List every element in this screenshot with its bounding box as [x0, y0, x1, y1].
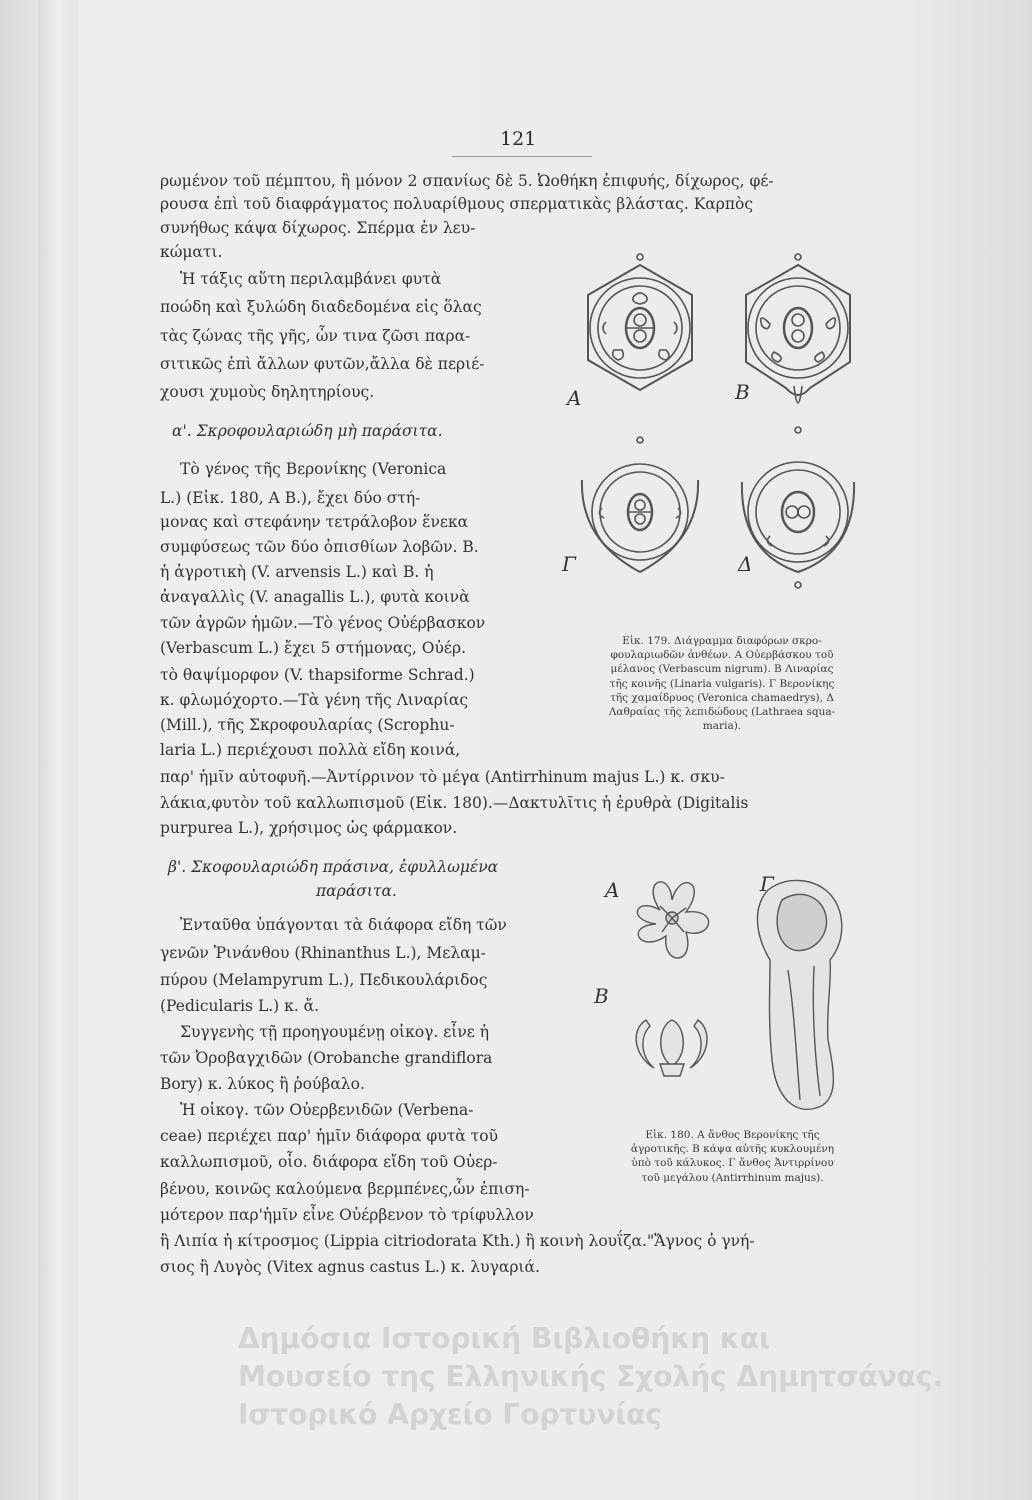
figure-179-caption: Εἰκ. 179. Διάγραμμα διαφόρων σκρο- φουλαριωδῶν ἀνθέων. Α Οὐερβάσκου τοῦ μέλανος (Verbascum nigrum). Β Λιναρίας τῆς κοινῆς (Linaria vulgaris). Γ Βερονίκης τῆς χαμαίδρυος (Veronica chamaedrys), Δ Λαθραίας τῆς λεπιδώδους (Lathraea squa- maria).: [608, 635, 836, 733]
text-line: Ἡ τάξις αὕτη περιλαμβάνει φυτὰ: [180, 270, 442, 288]
text-line: ceae) περιέχει παρ' ἡμῖν διάφορα φυτὰ τοῦ: [160, 1127, 498, 1145]
figure-label: Γ: [760, 872, 774, 896]
text-line: τὰς ζώνας τῆς γῆς, ὧν τινα ζῶσι παρα-: [160, 327, 471, 345]
text-line: καλλωπισμοῦ, οἷο. διάφορα εἴδη τοῦ Οὐερ-: [160, 1153, 498, 1171]
figure-179-floral-diagrams: [570, 250, 880, 610]
watermark-line: Μουσείο της Ελληνικής Σχολής Δημητσάνας.: [238, 1360, 944, 1393]
page-number-rule: [452, 156, 592, 157]
figure-label: B: [594, 984, 609, 1008]
figure-180-flowers: [600, 870, 870, 1120]
text-line: purpurea L.), χρήσιμος ὡς φάρμακον.: [160, 819, 458, 837]
figure-label: A: [567, 386, 582, 410]
text-line: τῶν Ὀροβαγχιδῶν (Orobanche grandiflora: [160, 1049, 493, 1067]
section-heading-b: β'. Σκοφουλαριώδη πράσινα, ἐφυλλωμένα: [168, 858, 499, 876]
section-heading-b-cont: παράσιτα.: [316, 882, 397, 900]
text-line: ρωμένον τοῦ πέμπτου, ἢ μόνον 2 σπανίως δὲ 5. Ὠοθήκη ἐπιφυής, δίχωρος, φέ-: [160, 172, 774, 190]
text-line: τὸ θαψίμορφον (V. thapsiforme Schrad.): [160, 666, 475, 684]
text-line: λάκια,φυτὸν τοῦ καλλωπισμοῦ (Εἰκ. 180).—Δακτυλῖτις ἡ ἐρυθρὰ (Digitalis: [160, 794, 749, 812]
text-line: Ἡ οἰκογ. τῶν Οὐερβενιδῶν (Verbena-: [180, 1101, 474, 1119]
text-line: Ἐνταῦθα ὑπάγονται τὰ διάφορα εἴδη τῶν: [180, 916, 507, 934]
figure-label: Δ: [738, 552, 753, 576]
figure-180-caption: Εἰκ. 180. Α ἄνθος Βερονίκης τῆς ἀγροτικῆς. Β κάψα αὐτῆς κυκλουμένη ὑπὸ τοῦ κάλυκος. Γ ἄνθος Ἀντιρρίνου τοῦ μεγάλου (Antirrhinum majus).: [630, 1129, 835, 1184]
text-line: κ. φλωμόχορτο.—Τὰ γένη τῆς Λιναρίας: [160, 691, 469, 709]
section-heading-a: α'. Σκροφουλαριώδη μὴ παράσιτα.: [172, 422, 443, 440]
text-line: σιτικῶς ἐπὶ ἄλλων φυτῶν,ἄλλα δὲ περιέ-: [160, 355, 485, 373]
text-line: (Pedicularis L.) κ. ἄ.: [160, 997, 320, 1015]
text-line: σιος ἢ Λυγὸς (Vitex agnus castus L.) κ. λυγαριά.: [160, 1258, 540, 1276]
watermark-line: Ιστορικό Αρχείο Γορτυνίας: [238, 1398, 663, 1431]
text-line: χουσι χυμοὺς δηλητηρίους.: [160, 383, 375, 401]
text-line: μότερον παρ'ἡμῖν εἶνε Οὐέρβενον τὸ τρίφυλλον: [160, 1206, 534, 1224]
text-line: παρ' ἡμῖν αὐτοφυῆ.—Ἀντίρρινον τὸ μέγα (Antirrhinum majus L.) κ. σκυ-: [160, 768, 725, 786]
text-line: τῶν ἀγρῶν ἡμῶν.—Τὸ γένος Οὐέρβασκον: [160, 614, 486, 632]
text-line: Bory) κ. λύκος ἢ ῥούβαλο.: [160, 1075, 365, 1093]
page-fold: [38, 0, 78, 1500]
text-line: πύρου (Melampyrum L.), Πεδικουλάριδος: [160, 971, 488, 989]
text-line: L.) (Εἰκ. 180, Α Β.), ἔχει δύο στή-: [160, 489, 421, 507]
text-line: ποώδη καὶ ξυλώδη διαδεδομένα εἰς ὅλας: [160, 298, 482, 316]
watermark-line: Δημόσια Ιστορική Βιβλιοθήκη και: [238, 1322, 770, 1355]
text-line: μονας καὶ στεφάνην τετράλοβον ἕνεκα: [160, 513, 469, 531]
text-line: συνήθως κάψα δίχωρος. Σπέρμα ἐν λευ-: [160, 219, 476, 237]
text-line: laria L.) περιέχουσι πολλὰ εἴδη κοινά,: [160, 741, 461, 759]
page-number: 121: [500, 128, 537, 150]
text-line: (Mill.), τῆς Σκροφουλαρίας (Scrophu-: [160, 716, 455, 734]
text-line: συμφύσεως τῶν δύο ὀπισθίων λοβῶν. Β.: [160, 538, 479, 556]
figure-label: Γ: [562, 552, 576, 576]
text-line: ἢ Λιπία ἡ κίτροσμος (Lippia citriodorata Kth.) ἢ κοινὴ λουΐζα."Ἄγνος ὁ γνή-: [160, 1232, 755, 1250]
text-line: Τὸ γένος τῆς Βερονίκης (Veronica: [180, 460, 447, 478]
figure-label: A: [605, 878, 620, 902]
text-line: ἡ ἀγροτικὴ (V. arvensis L.) καὶ Β. ἡ: [160, 563, 434, 581]
text-line: (Verbascum L.) ἔχει 5 στήμονας, Οὐέρ.: [160, 639, 467, 657]
text-line: ρουσα ἐπὶ τοῦ διαφράγματος πολυαρίθμους σπερματικὰς βλάστας. Καρπὸς: [160, 195, 754, 213]
text-line: κώματι.: [160, 243, 223, 261]
text-line: ἀναγαλλὶς (V. anagallis L.), φυτὰ κοινὰ: [160, 588, 470, 606]
text-line: Συγγενὴς τῇ προηγουμένῃ οἰκογ. εἶνε ἡ: [180, 1023, 490, 1041]
text-line: βένου, κοινῶς καλούμενα βερμπένες,ὧν ἐπιση-: [160, 1180, 530, 1198]
figure-label: B: [735, 380, 750, 404]
text-line: γενῶν Ῥινάνθου (Rhinanthus L.), Μελαμ-: [160, 944, 486, 962]
